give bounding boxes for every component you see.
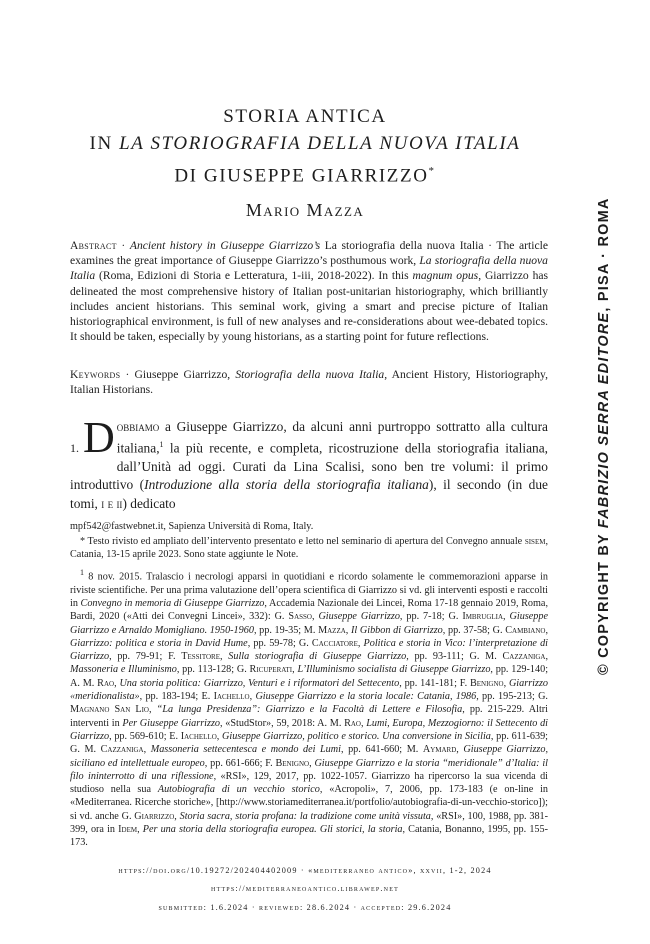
fn1-cazzaniga: Cazzaniga: [502, 651, 546, 663]
fn1-iachello2-pp: , pp. 611-639; G. M.: [70, 730, 548, 756]
footnote-affiliation: [70, 520, 548, 533]
body-text-d: ) dedicato: [122, 495, 176, 511]
footnote-1: $^1$ 8 nov. 2015. Tralascio i necrologi apparsi in quotidiani e ricordo solamente le commemorazioni apparse in riviste scientifiche. Per una prima valutazione dell’opera scientifica di Giarrizzo si vd. gli interventi esposti e raccolti in Convegno in memoria di Giuseppe Giarrizzo, Accademia Nazionale dei Lincei, Roma 17-18 gennaio 2019, Roma, Bardi, 2020 («Atti dei Convegni Lincei», 332): G. Sasso, Giuseppe Giarrizzo, pp. 7-18; G. Imbruglia, Giuseppe Giarrizzo e Arnaldo Momigliano. 1950-1960, pp. 19-35; M. Mazza, Il Gibbon di Giarrizzo, pp. 37-58; G. Cambiano, Giarrizzo: politica e storia in David Hume, pp. 59-78; G. Cacciatore, Politica e storia in Vico: l’interpretazione di Giarrizzo, pp. 79-91; F. Tessitore, Sulla storiografia di Giuseppe Giarrizzo, pp. 93-111; G. M. Cazzaniga, Massoneria e Illuminismo, pp. 113-128; G. Ricuperati, L’Illuminismo socialista di Giuseppe Giarrizzo, pp. 129-140; A. M. Rao, Una storia politica: Giarrizzo, Venturi e i riformatori del Settecento, pp. 141-181; F. Benigno, Giarrizzo «meridionalista», pp. 183-194; E. Iachello, Giuseppe Giarrizzo e la storia locale: Catania, 1986, pp. 195-213; G. Magnano San Lio, “La lunga Presidenza”: Giarrizzo e la Facoltà di Lettere e Filosofia, pp. 215-229. Altri interventi in Per Giuseppe Giarrizzo, «StudStor», 59, 2018: A. M. Rao, Lumi, Europa, Mezzogiorno: il Settecento di Giarrizzo, pp. 569-610; E. Iachello, Giuseppe Giarrizzo, politico e storico. Una conversione in Sicilia, pp. 611-639; G. M. Cazzaniga, Massoneria settecentesca e mondo dei Lumi, pp. 641-660; M. Aymard, Giuseppe Giarrizzo, siciliano ed intellettuale europeo, pp. 661-666; F. Benigno, Giuseppe Giarrizzo e la storia “meridionale” d’Italia: il filo ininterrotto di una riflessione, «RSI», 129, 2017, pp. 1022-1057. Giarrizzo ha ripercorso la sua vicenda di studioso nella sua Autobiografia di un vecchio storico, «Acropoli», 7, 2006, pp. 173-183 (e on-line in «Mediterranea. Ricerche storiche», [http://www.storiamediterranea.it/portfolio/autobiografia-di-un-vecchio-storico]); si vd. anche G. Giarrizzo, Storia sacra, storia profana: la tradizione come unità vissuta, «RSI», 100, 1988, pp. 381-399, ora in Idem, Per una storia della storiografia europea. Gli storici, la storia, Catania, Bonanno, 1995, pp. 155-173.: [70, 568, 549, 849]
body-text-b: la più recente, e completa, ricostruzione della storiografia italiana, dall’Unità ad oggi. Curati da Lina Scalisi, sono ben tre volumi: il primo introduttivo (: [70, 440, 548, 493]
fn1-cacciatore-title: Politica e storia in Vico: l’interpretazione di Giarrizzo: [70, 637, 548, 663]
fn1-cambiano: Cambiano: [505, 624, 546, 636]
fn1-sasso-pp: , pp. 7-18; G.: [399, 611, 463, 623]
fn1-rao-pp: , pp. 141-181; F.: [399, 677, 470, 689]
footnote-1-mark: 1: [80, 568, 84, 577]
footnote-star-b: , Catania, 13-15 aprile 2023. Sono state aggiunte le Note.: [70, 536, 548, 561]
fn1-cambiano-pp: , pp. 59-78; G.: [247, 637, 312, 649]
fn1-cazzaniga2-title: Massoneria settecentesca e mondo dei Lumi: [150, 744, 341, 756]
abstract-text-c: , Giarrizzo has delineated the most comprehensive history of Italian post-unitarian historiography, which brilliantly includes ancient historians. This seminal work, giving a smart and precise picture of Italian historiographical environment, is full of new analyses and re-considerations about wee-debated topics. It should be taken, especially by young historians, as a starting point for future reflections.: [70, 269, 549, 344]
fn1-rao2-pp: , pp. 569-610; E.: [109, 730, 181, 742]
fn1-cazzaniga2-pp: , pp. 641-660; M.: [340, 744, 423, 756]
footnote-star-mark: *: [80, 536, 86, 547]
affiliation-text: mpf542@fastwebnet.it, Sapienza Università di Roma, Italy.: [70, 521, 314, 532]
fn1-imbruglia: Imbruglia: [462, 611, 504, 623]
abstract-title: Ancient history in Giuseppe Giarrizzo’s: [129, 239, 321, 252]
title-line-2-prefix: IN: [89, 133, 120, 154]
fn1-rao2: Rao: [344, 717, 361, 729]
body-tomi: i e ii: [101, 495, 123, 511]
keywords-label: Keywords: [70, 368, 121, 381]
dropcap-letter: [70, 413, 115, 466]
abstract-label: Abstract: [70, 239, 117, 252]
title-line-3: [60, 158, 550, 189]
footnote-star: [70, 535, 548, 562]
fn1-sasso: Sasso: [288, 611, 312, 623]
footer-doi-line[interactable]: https://doi.org/10.19272/202404402009 · «mediterraneo antico», xxvii, 1-2, 2024: [118, 866, 492, 875]
fn1-per2-pp: , Catania, Bonanno, 1995, pp. 155-173.: [70, 824, 548, 849]
first-word: obbiamo: [116, 419, 160, 434]
fn1-mazza: Mazza: [318, 624, 346, 636]
fn1-iachello-title: Giuseppe Giarrizzo e la storia locale: Catania, 1986: [255, 691, 477, 703]
keywords-sep: ·: [120, 368, 135, 381]
fn1-iachello-pp: , pp. 195-213; G.: [476, 691, 548, 703]
copyright-text-a: COPYRIGHT BY: [596, 528, 612, 664]
fn1-sasso-title: Giuseppe Giarrizzo: [318, 611, 400, 623]
fn1-iachello2: Iachello: [180, 730, 217, 742]
fn1-rao: Rao: [97, 677, 115, 689]
abstract-text-a: · The article examines the great importance of Giuseppe Giarrizzo’s posthumous work,: [70, 239, 548, 268]
fn1-auto-title: Autobiografia di un vecchio storico: [157, 784, 320, 796]
abstract-work: La storiografia della nuova Italia: [70, 254, 548, 283]
fn1-conv: Convegno in memoria di Giuseppe Giarrizzo: [80, 597, 265, 609]
fn1-tessitore-title: Sulla storiografia di Giuseppe Giarrizzo: [228, 651, 407, 663]
fn1-sacra-pp: , «RSI», 100, 1988, pp. 381-399, ora in: [70, 810, 549, 836]
fn1-iachello: Iachello: [213, 691, 250, 703]
copyright-symbol: ©: [596, 663, 612, 675]
fn1-aymard-pp: , pp. 661-666; F.: [204, 757, 276, 769]
keywords-text-b: , Ancient History, Historiography, Italian Historians.: [70, 368, 548, 397]
title-line-3-text: DI GIUSEPPE GIARRIZZO: [174, 165, 429, 187]
fn1-rao-title: Una storia politica: Giarrizzo, Venturi e i riformatori del Settecento: [119, 677, 400, 689]
footnote-ref-1[interactable]: 1: [159, 440, 164, 450]
keywords: [70, 367, 548, 397]
fn1-ricuperati-title: L’Illuminismo socialista di Giuseppe Giarrizzo: [297, 664, 491, 676]
fn1-mazza-pp: , pp. 37-58; G.: [442, 624, 506, 636]
footer-url-line[interactable]: https://mediterraneoantico.librawep.net: [211, 884, 399, 893]
keywords-text-a: Giuseppe Giarrizzo,: [134, 368, 236, 381]
fn1-b: , Accademia Nazionale dei Lincei, Roma 17-18 gennaio 2019, Roma, Bardi, 2020 («Atti dei Convegni Lincei», 332): G.: [70, 597, 548, 623]
keywords-italic: Storiografia della nuova Italia: [235, 368, 385, 381]
fn1-sacra-title: Storia sacra, storia profana: la tradizione come unità vissuta: [179, 810, 431, 822]
title-footnote-mark[interactable]: *: [428, 165, 436, 177]
body-text-c: ), il secondo (in due tomi,: [70, 477, 548, 511]
title-line-2: [60, 131, 550, 157]
title-line-1: STORIA ANTICA: [223, 106, 387, 127]
fn1-aymard: Aymard: [422, 744, 457, 756]
fn1-cacciatore-pp: , pp. 79-91; F.: [109, 651, 182, 663]
section-1-paragraph: [70, 413, 548, 513]
fn1-benigno-pp: , pp. 183-194; E.: [139, 691, 214, 703]
copyright-publisher: FABRIZIO SERRA EDITORE: [596, 311, 612, 529]
fn1-per-pp: , «StudStor», 59, 2018: A. M.: [220, 717, 345, 729]
footnote-star-a: Testo rivisto ed ampliato dell’intervento presentato e letto nel seminario di apertura del Convegno annuale: [85, 536, 525, 547]
fn1-per2-title: Per una storia della storiografia europea. Gli storici, la storia: [142, 824, 403, 836]
abstract-magnum: magnum opus: [412, 269, 479, 283]
footer-dates-line: submitted: 1.6.2024 · reviewed: 28.6.2024 · accepted: 29.6.2024: [158, 903, 452, 912]
fn1-magnano-pp: , pp. 215-229. Altri interventi in: [70, 704, 548, 729]
fn1-tessitore-pp: , pp. 93-111; G. M.: [406, 651, 503, 663]
fn1-idem: Idem: [118, 824, 138, 836]
fn1-benigno: Benigno: [469, 677, 504, 689]
fn1-benigno2-title: Giuseppe Giarrizzo e la storia “meridionale” d’Italia: il filo ininterrotto di una riflessione: [70, 757, 549, 782]
section-number: 1.: [70, 441, 79, 455]
fn1-tessitore: Tessitore: [181, 651, 220, 663]
fn1-cazzaniga-title: Massoneria e Illuminismo: [70, 664, 177, 676]
fn1-mazza-title: Il Gibbon di Giarrizzo: [351, 624, 443, 636]
fn1-cambiano-title: Giarrizzo: politica e storia in David Hume: [70, 637, 248, 649]
copyright-text-b: , PISA · ROMA: [596, 197, 612, 312]
abstract-sep: ·: [116, 239, 130, 252]
abstract: [70, 238, 548, 344]
abstract-text-b: (Roma, Edizioni di Storia e Letteratura, 1-iii, 2018-2022). In this: [95, 269, 413, 283]
fn1-aymard-title: Giuseppe Giarrizzo, siciliano ed intellettuale europeo: [70, 744, 549, 769]
fn1-benigno2: Benigno: [275, 757, 310, 769]
fn1-cazzaniga2: Cazzaniga: [100, 744, 144, 756]
side-copyright-notice: [596, 197, 612, 675]
body-italic-title: Introduzione alla storia della storiografia italiana: [144, 477, 429, 493]
fn1-iachello2-title: Giuseppe Giarrizzo, politico e storico. Una conversione in Sicilia: [222, 730, 491, 742]
fn1-ricuperati: Ricuperati: [249, 664, 293, 676]
author-name: Mario Mazza: [245, 200, 365, 220]
fn1-auto-pp[interactable]: , «Acropoli», 7, 2006, pp. 173-183 (e on-line in «Mediterranea. Ricerche storiche», [http://www.storiamediterranea.it/portfolio/autobiografia-di-un-vecchio-storico]); si vd. anche G.: [70, 784, 549, 822]
fn1-benigno-title: Giarrizzo «meridionalista»: [70, 677, 549, 703]
fn1-a: 8 nov. 2015. Tralascio i necrologi apparsi in quotidiani e ricordo solamente le commemorazioni apparse in riviste scientifiche. Per una prima valutazione dell’opera scientifica di Giarrizzo si vd. gli interventi esposti e raccolti in: [70, 571, 548, 609]
fn1-rao2-title: Lumi, Europa, Mezzogiorno: il Settecento di Giarrizzo: [70, 717, 549, 742]
dropcap-d: D: [83, 413, 115, 462]
fn1-cacciatore: Cacciatore: [311, 637, 358, 649]
fn1-magnano: Magnano San Lio: [70, 704, 149, 716]
fn1-ricuperati-pp: , pp. 129-140; A. M.: [70, 664, 549, 689]
abstract-title-rest: La storiografia della nuova Italia: [320, 239, 484, 252]
fn1-per-title: Per Giuseppe Giarrizzo: [122, 717, 221, 729]
title-work-italic: LA STORIOGRAFIA DELLA NUOVA ITALIA: [119, 133, 521, 154]
fn1-benigno2-pp: , «RSI», 129, 2017, pp. 1022-1057. Giarrizzo ha ripercorso la sua vicenda di studioso nella sua: [70, 770, 548, 796]
fn1-imbruglia-title: Giuseppe Giarrizzo e Arnaldo Momigliano. 1950-1960: [70, 611, 549, 636]
fn1-magnano-title: “La lunga Presidenza”: Giarrizzo e la Facoltà di Lettere e Filosofia: [156, 704, 463, 716]
fn1-cazzaniga-pp: , pp. 113-128; G.: [176, 664, 250, 676]
fn1-giarrizzo: Giarrizzo: [134, 810, 175, 822]
body-text-a: a Giuseppe Giarrizzo, da alcuni anni purtroppo sottratto alla cultura italiana,: [116, 419, 548, 456]
footnote-sisem: sisem: [524, 536, 546, 547]
fn1-imbruglia-pp: , pp. 19-35; M.: [253, 624, 319, 636]
